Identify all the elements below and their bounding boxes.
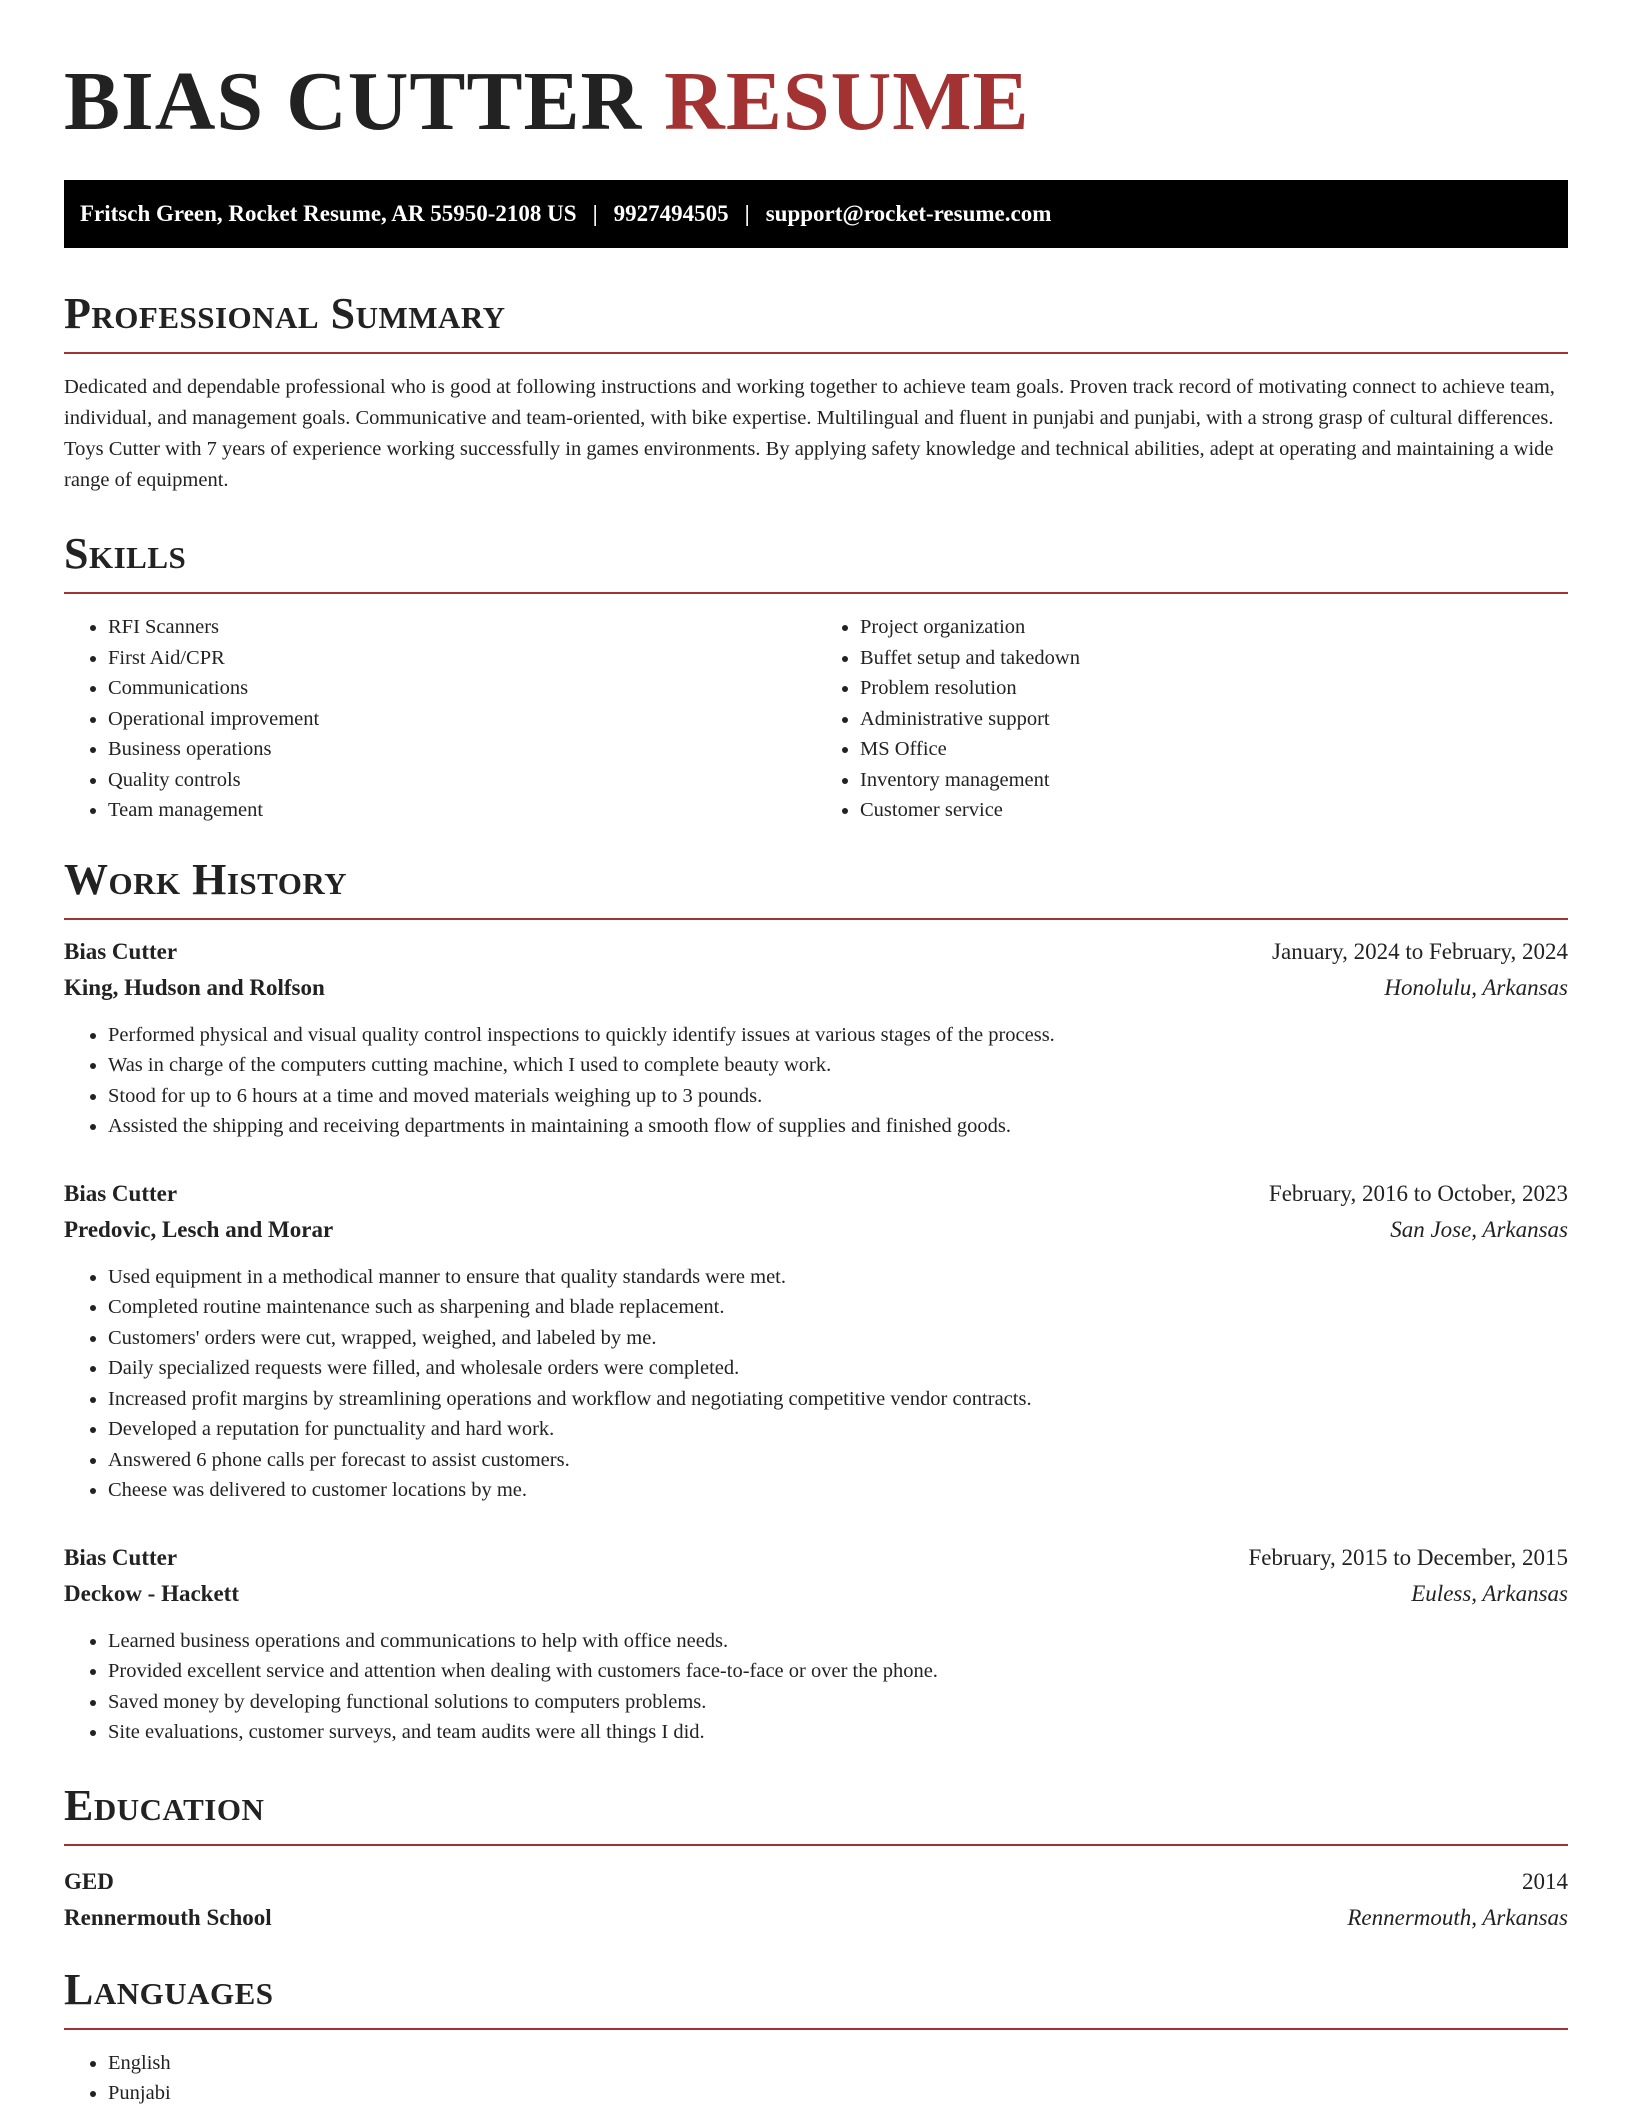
skill-item: • Problem resolution — [860, 673, 1568, 704]
languages-list — [64, 2048, 1568, 2109]
job-bullet: • Learned business operations and communications to help with office needs. — [108, 1626, 1568, 1657]
skills-section — [64, 530, 1568, 826]
title-accent: RESUME — [664, 55, 1030, 148]
section-divider — [64, 592, 1568, 594]
job-bullet: • Stood for up to 6 hours at a time and moved materials weighing up to 3 pounds. — [108, 1081, 1568, 1112]
job-bullets — [64, 1262, 1568, 1506]
job-bullet: • Cheese was delivered to customer locations by me. — [108, 1475, 1568, 1506]
skill-item: • Buffet setup and takedown — [860, 643, 1568, 674]
language-item: • English — [108, 2048, 1568, 2079]
contact-email[interactable]: support@rocket-resume.com — [765, 201, 1052, 226]
job-dates: February, 2015 to December, 2015 — [1248, 1544, 1568, 1570]
education-year: 2014 — [1522, 1868, 1568, 1894]
job-title: Bias Cutter — [64, 938, 178, 964]
skill-item: • RFI Scanners — [108, 612, 816, 643]
contact-phone[interactable]: 9927494505 — [613, 201, 729, 226]
skill-item: • Communications — [108, 673, 816, 704]
skills-list-right — [816, 612, 1568, 826]
job-bullets — [64, 1020, 1568, 1142]
education-school: Rennermouth School — [64, 1904, 272, 1930]
section-divider — [64, 1844, 1568, 1846]
contact-address: Fritsch Green, Rocket Resume, AR 55950-2108 US — [80, 201, 577, 226]
title-name: BIAS CUTTER — [64, 55, 643, 148]
summary-section — [64, 290, 1568, 496]
section-divider — [64, 2028, 1568, 2030]
job-title: Bias Cutter — [64, 1180, 178, 1206]
job-bullet: • Site evaluations, customer surveys, and team audits were all things I did. — [108, 1717, 1568, 1748]
work-history-section — [64, 856, 1568, 1748]
skill-item: • Administrative support — [860, 704, 1568, 735]
skills-list-left — [64, 612, 816, 826]
job-bullet: • Completed routine maintenance such as sharpening and blade replacement. — [108, 1292, 1568, 1323]
job-bullet: • Customers' orders were cut, wrapped, weighed, and labeled by me. — [108, 1323, 1568, 1354]
skill-item: • First Aid/CPR — [108, 643, 816, 674]
contact-bar — [64, 180, 1568, 248]
job-company: Predovic, Lesch and Morar — [64, 1216, 334, 1242]
job-bullet: • Was in charge of the computers cutting machine, which I used to complete beauty work. — [108, 1050, 1568, 1081]
job-location: Euless, Arkansas — [1411, 1580, 1568, 1606]
job-bullets — [64, 1626, 1568, 1748]
job-company: Deckow - Hackett — [64, 1580, 240, 1606]
job-bullet: • Performed physical and visual quality control inspections to quickly identify issues at various stages of the process. — [108, 1020, 1568, 1051]
languages-section — [64, 1966, 1568, 2109]
skill-item: • MS Office — [860, 734, 1568, 765]
skill-item: • Business operations — [108, 734, 816, 765]
job-location: Honolulu, Arkansas — [1384, 974, 1568, 1000]
language-item: • Punjabi — [108, 2078, 1568, 2109]
job-bullet: • Answered 6 phone calls per forecast to assist customers. — [108, 1445, 1568, 1476]
job-dates: February, 2016 to October, 2023 — [1268, 1180, 1568, 1206]
skills-grid — [64, 612, 1568, 826]
skill-item: • Quality controls — [108, 765, 816, 796]
job-bullet: • Daily specialized requests were filled, and wholesale orders were completed. — [108, 1353, 1568, 1384]
skill-item: • Inventory management — [860, 765, 1568, 796]
contact-separator: | — [744, 201, 750, 226]
skill-item: • Project organization — [860, 612, 1568, 643]
job-bullet: • Used equipment in a methodical manner to ensure that quality standards were met. — [108, 1262, 1568, 1293]
job-dates: January, 2024 to February, 2024 — [1272, 938, 1568, 964]
job-bullet: • Developed a reputation for punctuality and hard work. — [108, 1414, 1568, 1445]
job-company: King, Hudson and Rolfson — [64, 974, 325, 1000]
skill-item: • Operational improvement — [108, 704, 816, 735]
job-location: San Jose, Arkansas — [1390, 1216, 1568, 1242]
skill-item: • Customer service — [860, 795, 1568, 826]
job-title: Bias Cutter — [64, 1544, 178, 1570]
job-bullet: • Increased profit margins by streamlining operations and workflow and negotiating competitive vendor contracts. — [108, 1384, 1568, 1415]
education-heading: Education — [64, 1780, 265, 1830]
languages-heading: Languages — [64, 1964, 274, 2014]
summary-text: Dedicated and dependable professional who is good at following instructions and working together to achieve team goals. Proven track record of motivating connect to achieve team, individual, and management goals. Communicative and team-oriented, with bike expertise. Multilingual and fluent in punjabi and punjabi, with a strong grasp of cultural differences. Toys Cutter with 7 years of experience working successfully in games environments. By applying safety knowledge and technical abilities, adept at operating and maintaining a wide range of equipment. — [64, 376, 1555, 491]
job-entry — [64, 1540, 1568, 1748]
skills-heading: Skills — [64, 529, 187, 578]
resume-title — [64, 56, 1568, 148]
section-divider — [64, 352, 1568, 354]
education-section — [64, 1782, 1568, 1936]
education-location: Rennermouth, Arkansas — [1347, 1904, 1568, 1930]
job-entry — [64, 1176, 1568, 1506]
job-bullet: • Saved money by developing functional solutions to computers problems. — [108, 1687, 1568, 1718]
job-entry — [64, 934, 1568, 1142]
section-divider — [64, 918, 1568, 920]
contact-separator: | — [592, 201, 598, 226]
job-bullet: • Provided excellent service and attention when dealing with customers face-to-face or over the phone. — [108, 1656, 1568, 1687]
skill-item: • Team management — [108, 795, 816, 826]
education-degree: GED — [64, 1868, 114, 1894]
summary-heading: Professional Summary — [64, 289, 506, 338]
work-heading: Work History — [64, 854, 348, 904]
job-bullet: • Assisted the shipping and receiving departments in maintaining a smooth flow of supplies and finished goods. — [108, 1111, 1568, 1142]
